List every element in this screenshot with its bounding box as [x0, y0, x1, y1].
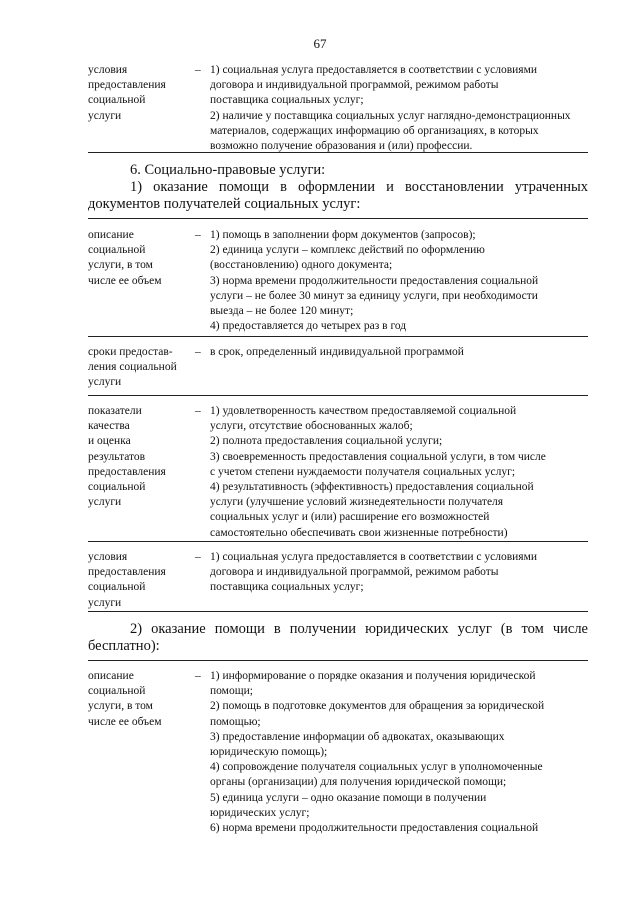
row-body: 1) помощь в заполнении форм документов (запросов); 2) единица услуги – комплекс действий по оформлению (восстановлению) одного документа; 3) норма времени продолжительности предоставления социальной услуги – не более 30 минут за единицу услуги, при необходимости выезда – не более 120 минут; 4) предоставляется до четырех раз в год	[210, 229, 539, 333]
subsection-title-line2: бесплатно):	[88, 638, 160, 654]
row-dash: –	[195, 229, 201, 241]
row-dash: –	[195, 670, 201, 682]
subsection-title-line1: 2) оказание помощи в получении юридических услуг (в том числе	[130, 621, 588, 637]
divider	[88, 541, 588, 542]
subsection-title-line1: 1) оказание помощи в оформлении и восстановлении утраченных	[130, 179, 588, 195]
row-label: показатели качества и оценка результатов предоставления социальной услуги	[88, 405, 166, 509]
subsection-heading	[88, 621, 588, 655]
divider	[88, 611, 588, 612]
row-dash: –	[195, 405, 201, 417]
row-body: 1) социальная услуга предоставляется в соответствии с условиями договора и индивидуальной программой, режимом работы поставщика социальных услуг; 2) наличие у поставщика социальных услуг наглядно-демонстрационных материалов, содержащих информацию об организациях, в которых возможно получение образования и (или) профессии.	[210, 64, 571, 153]
row-label: описание социальной услуги, в том числе ее объем	[88, 229, 162, 287]
divider	[88, 152, 588, 153]
row-dash: –	[195, 64, 201, 76]
section-title: 6. Социально-правовые услуги:	[130, 162, 326, 178]
divider	[88, 660, 588, 661]
divider	[88, 218, 588, 219]
row-body: 1) удовлетворенность качеством предоставляемой социальной услуги, отсутствие обоснованных жалоб; 2) полнота предоставления социальной услуги; 3) своевременность предоставления социальной услуги, в том числе с учетом степени нуждаемости получателя социальных услуг; 4) результативность (эффективность) предоставления социальной услуги (улучшение условий жизнедеятельности получателя социальных услуг и (или) расширение его возможностей самостоятельно обеспечивать свои жизненные потребности)	[210, 405, 546, 539]
row-body: 1) информирование о порядке оказания и получения юридической помощи; 2) помощь в подготовке документов для обращения за юридической помощью; 3) предоставление информации об адвокатах, оказывающих юридическую помощь); 4) сопровождение получателя социальных услуг в уполномоченные органы (организации) для получения юридической помощи; 5) единица услуги – одно оказание помощи в получении юридических услуг; 6) норма времени продолжительности предоставления социальной	[210, 670, 545, 835]
page-number: 67	[313, 36, 327, 51]
row-dash: –	[195, 346, 201, 358]
row-label: условия предоставления социальной услуги	[88, 64, 166, 122]
subsection-title-line2: документов получателей социальных услуг:	[88, 196, 361, 212]
divider	[88, 395, 588, 396]
row-dash: –	[195, 551, 201, 563]
row-label: описание социальной услуги, в том числе ее объем	[88, 670, 162, 728]
divider	[88, 336, 588, 337]
row-body: 1) социальная услуга предоставляется в соответствии с условиями договора и индивидуальной программой, режимом работы поставщика социальных услуг;	[210, 551, 538, 594]
section-heading	[88, 162, 588, 213]
row-label: сроки предостав- ления социальной услуги	[88, 346, 177, 389]
row-label: условия предоставления социальной услуги	[88, 551, 166, 609]
row-body: в срок, определенный индивидуальной программой	[210, 346, 464, 358]
